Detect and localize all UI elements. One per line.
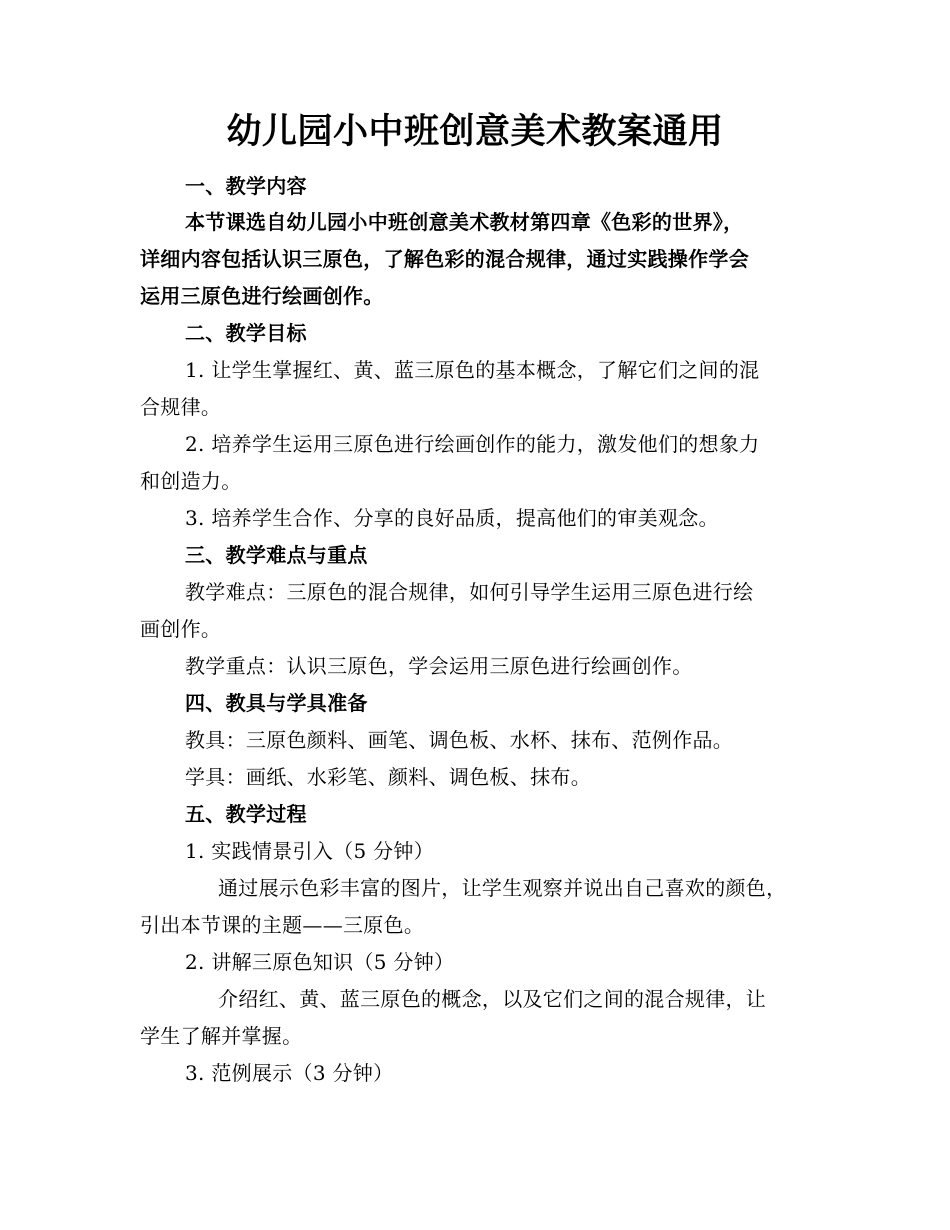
section-heading-process: 五、教学过程 (185, 802, 307, 826)
section-heading-materials: 四、教具与学具准备 (185, 691, 368, 715)
paragraph-line: 本节课选自幼儿园小中班创意美术教材第四章《色彩的世界》， (185, 210, 744, 234)
document-title: 幼儿园小中班创意美术教案通用 (226, 111, 724, 152)
section-heading-difficulties: 三、教学难点与重点 (185, 543, 368, 567)
paragraph-line: 1. 让学生掌握红、黄、蓝三原色的基本概念，了解它们之间的混 (185, 358, 760, 382)
paragraph-line: 合规律。 (140, 395, 222, 419)
paragraph-line: 学具：画纸、水彩笔、颜料、调色板、抹布。 (185, 765, 591, 789)
paragraph-line: 教具：三原色颜料、画笔、调色板、水杯、抹布、范例作品。 (185, 728, 734, 752)
paragraph-line: 和创造力。 (140, 469, 242, 493)
paragraph-line: 运用三原色进行绘画创作。 (140, 284, 384, 308)
paragraph-line: 教学难点：三原色的混合规律，如何引导学生运用三原色进行绘 (185, 580, 754, 604)
paragraph-line: 3. 培养学生合作、分享的良好品质，提高他们的审美观念。 (185, 506, 719, 530)
list-item-heading: 2. 讲解三原色知识（5 分钟） (185, 950, 455, 974)
paragraph-line: 学生了解并掌握。 (140, 1024, 303, 1048)
paragraph-line: 教学重点：认识三原色，学会运用三原色进行绘画创作。 (185, 654, 693, 678)
paragraph-line: 画创作。 (140, 617, 222, 641)
paragraph-line: 引出本节课的主题——三原色。 (140, 913, 425, 937)
list-item-heading: 1. 实践情景引入（5 分钟） (185, 839, 435, 863)
paragraph-line: 通过展示色彩丰富的图片，让学生观察并说出自己喜欢的颜色， (218, 876, 787, 900)
paragraph-line: 介绍红、黄、蓝三原色的概念，以及它们之间的混合规律，让 (218, 987, 767, 1011)
section-heading-teaching-goals: 二、教学目标 (185, 321, 307, 345)
section-heading-teaching-content: 一、教学内容 (185, 174, 307, 198)
paragraph-line: 详细内容包括认识三原色，了解色彩的混合规律，通过实践操作学会 (140, 247, 749, 271)
paragraph-line: 2. 培养学生运用三原色进行绘画创作的能力，激发他们的想象力 (185, 432, 760, 456)
list-item-heading: 3. 范例展示（3 分钟） (185, 1061, 394, 1085)
